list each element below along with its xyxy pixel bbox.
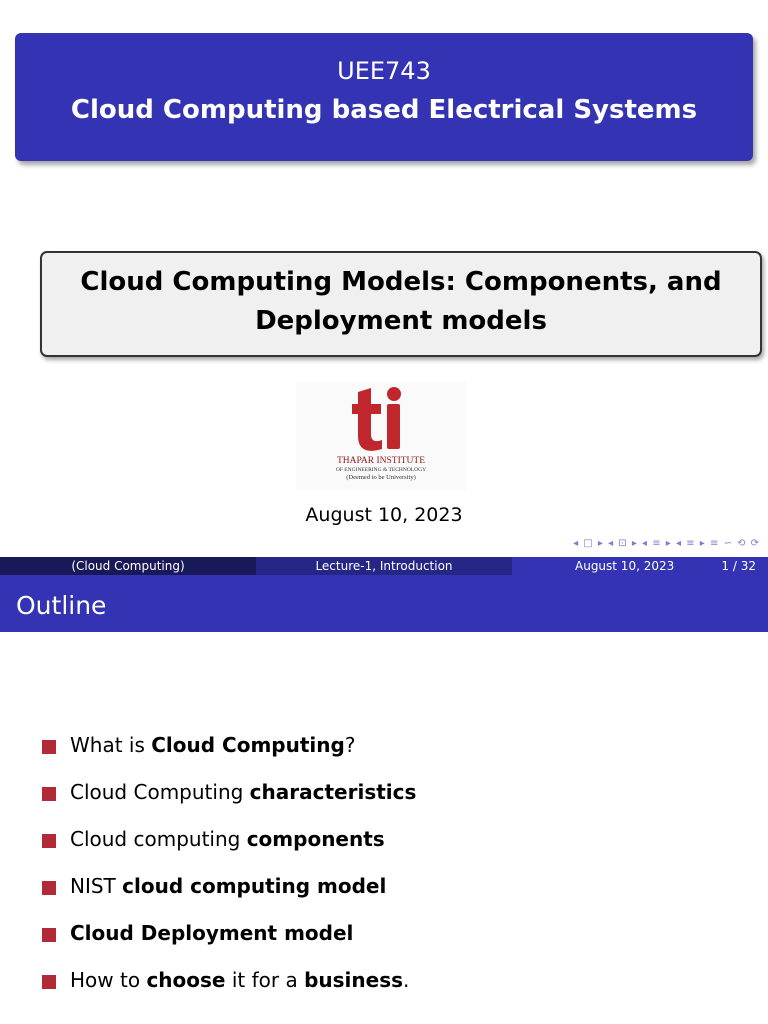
subtitle-line-1: Cloud Computing Models: Components, and: [80, 267, 722, 297]
footer-short-title: (Cloud Computing): [0, 557, 256, 575]
bullet-square-icon: [42, 787, 56, 801]
subtitle-line-2: Deployment models: [255, 306, 547, 336]
bullet-square-icon: [42, 975, 56, 989]
subtitle-box: [40, 251, 762, 357]
logo-tagline-text: OF ENGINEERING & TECHNOLOGY: [335, 467, 427, 473]
presentation-date: August 10, 2023: [305, 504, 463, 526]
footer-lecture: Lecture-1, Introduction: [256, 557, 512, 575]
footer-page-number: 1 / 32: [721, 559, 756, 573]
footer-date: August 10, 2023: [575, 559, 675, 573]
frame-title-bar: [0, 575, 768, 632]
bullet-square-icon: [42, 928, 56, 942]
list-item: Cloud computing components: [42, 827, 416, 874]
beamer-navigation-icons[interactable]: ◂ □ ▸ ◂ ⊡ ▸ ◂ ≡ ▸ ◂ ≡ ▸ ≡ ∽ ⟲ ⟳: [573, 538, 760, 549]
list-item: NIST cloud computing model: [42, 874, 416, 921]
institute-logo: [296, 382, 466, 490]
outline-list: [42, 733, 416, 1015]
list-item: What is Cloud Computing?: [42, 733, 416, 780]
list-item: Cloud Deployment model: [42, 921, 416, 968]
bullet-square-icon: [42, 881, 56, 895]
slide-footer: [0, 557, 768, 575]
bullet-square-icon: [42, 834, 56, 848]
title-banner: [15, 33, 753, 161]
bullet-square-icon: [42, 740, 56, 754]
list-item: How to choose it for a business.: [42, 968, 416, 1015]
footer-right: [512, 557, 768, 575]
course-code: UEE743: [337, 57, 431, 85]
course-name: Cloud Computing based Electrical Systems: [70, 95, 698, 125]
logo-institute-text: THAPAR INSTITUTE: [336, 456, 426, 466]
list-item: Cloud Computing characteristics: [42, 780, 416, 827]
frame-title: Outline: [16, 591, 107, 620]
logo-deemed-text: (Deemed to be University): [346, 474, 416, 481]
